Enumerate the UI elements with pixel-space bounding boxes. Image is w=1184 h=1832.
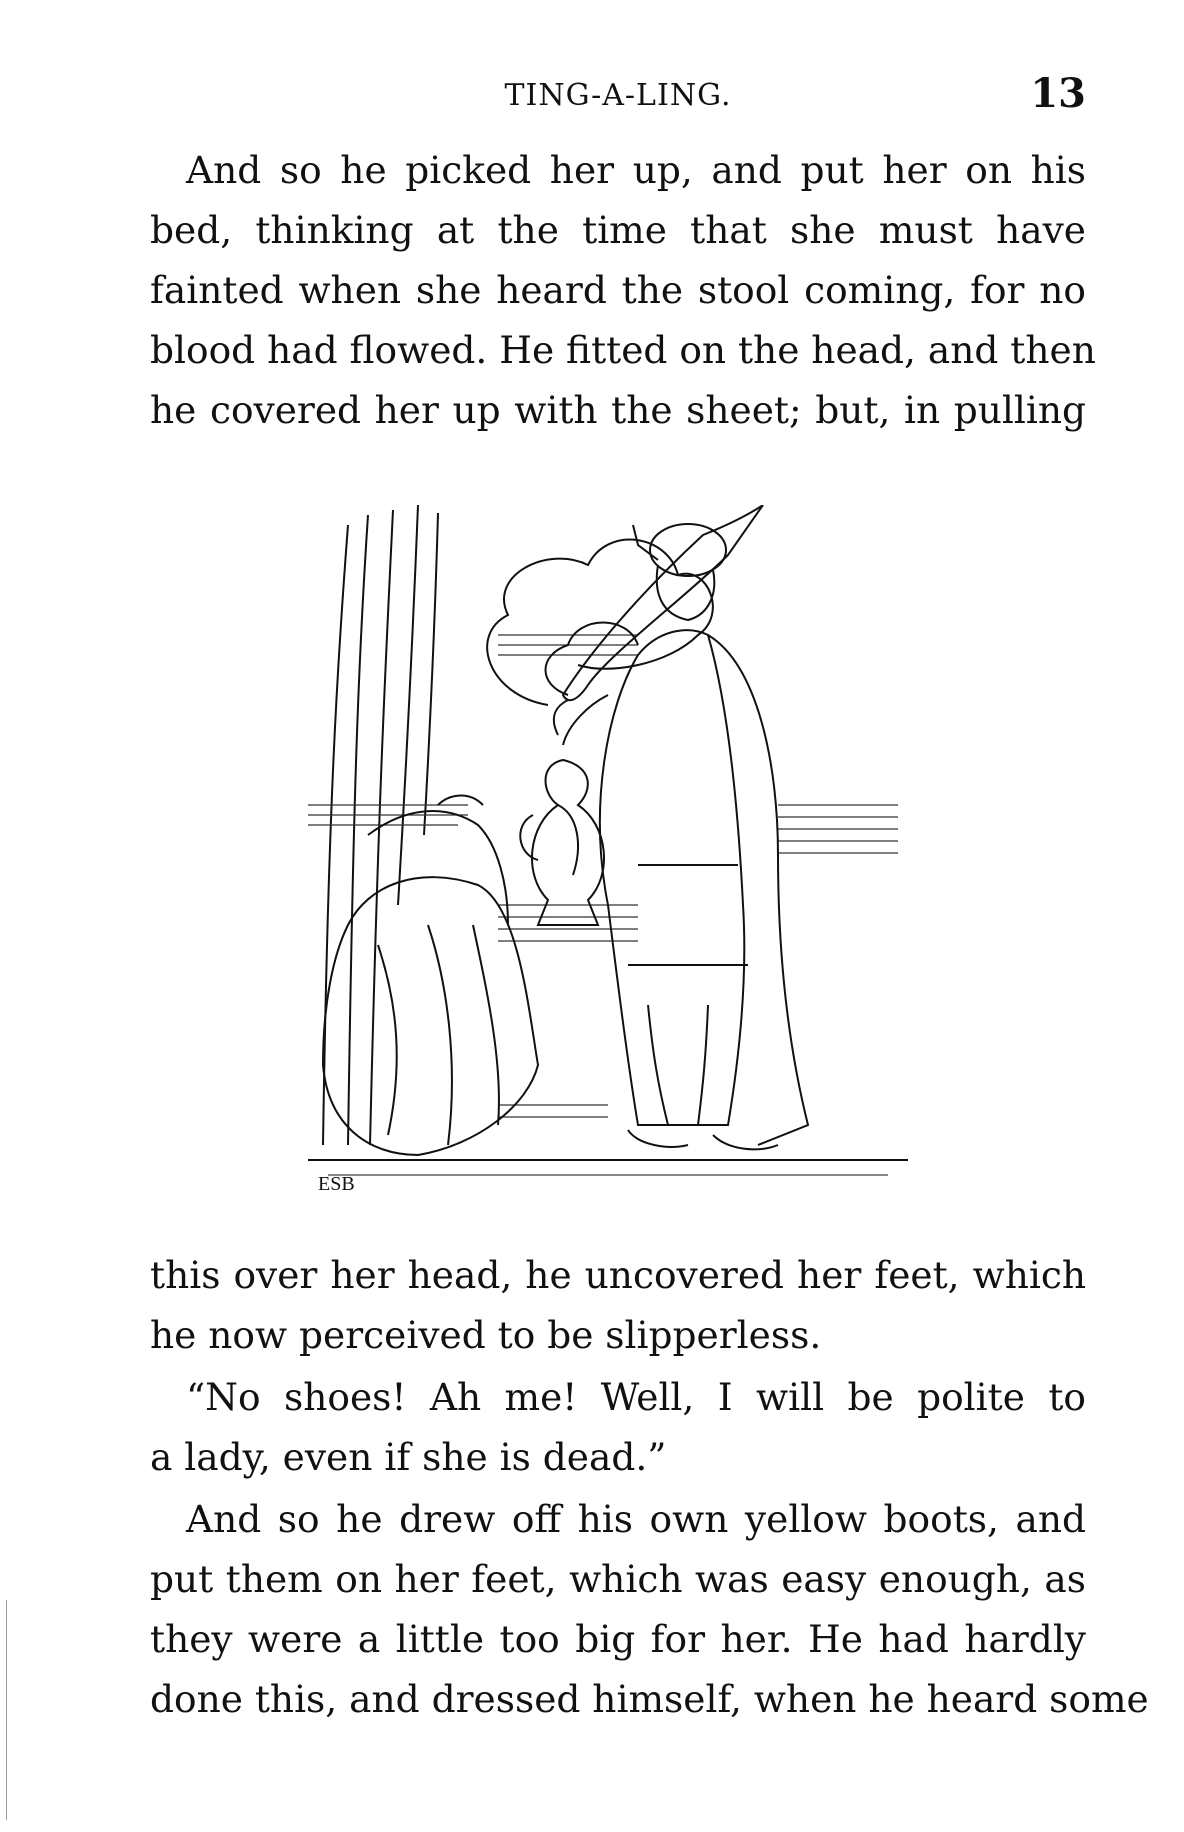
text-line: bed, thinking at the time that she must have	[150, 208, 1086, 252]
monogram: ESB	[318, 1173, 355, 1195]
paragraph-3	[150, 1367, 1086, 1487]
text-line: fainted when she heard the stool coming, for no	[150, 268, 1086, 312]
page-number: 13	[1030, 70, 1086, 117]
text-line: a lady, even if she is dead.”	[150, 1435, 667, 1479]
illustration	[308, 505, 908, 1195]
text-line: And so he picked her up, and put her on his	[186, 148, 1086, 192]
text-line: “No shoes! Ah me! Well, I will be polite to	[186, 1375, 1086, 1419]
text-line: And so he drew off his own yellow boots, and	[186, 1497, 1086, 1541]
margin-rule	[6, 1600, 7, 1820]
running-title: TING-A-LING.	[504, 78, 732, 113]
text-line: he now perceived to be slipperless.	[150, 1313, 822, 1357]
text-line: blood had flowed. He fitted on the head, and then	[150, 328, 1096, 372]
illustration-drawing	[308, 505, 908, 1195]
paragraph-2	[150, 1245, 1086, 1365]
text-line: put them on her feet, which was easy enough, as	[150, 1557, 1086, 1601]
text-line: they were a little too big for her. He had hardly	[150, 1617, 1086, 1661]
text-line: he covered her up with the sheet; but, in pulling	[150, 388, 1086, 432]
paragraph-4	[150, 1489, 1149, 1729]
page-header	[150, 70, 1086, 130]
text-line: done this, and dressed himself, when he heard some	[150, 1677, 1149, 1721]
paragraph-1	[150, 140, 1096, 440]
text-line: this over her head, he uncovered her feet, which	[150, 1253, 1086, 1297]
